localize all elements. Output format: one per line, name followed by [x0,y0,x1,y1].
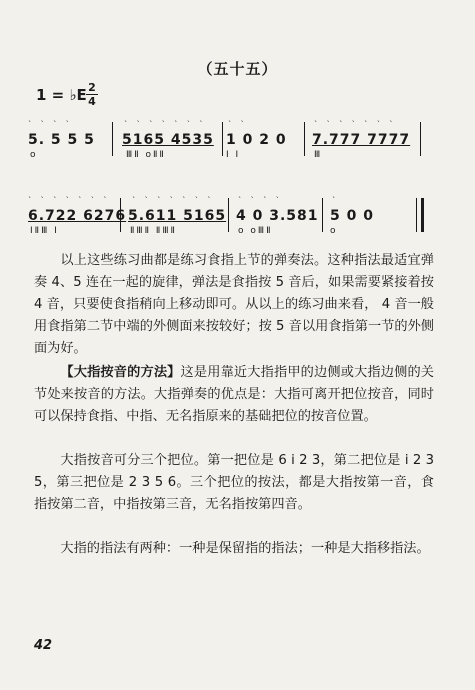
barline [420,122,421,156]
paragraph-3: 大指按音可分三个把位。第一把位是 6 i 2 3，第二把位是 i 2 3 5，第三把位是 2 3 5 6。三个把位的按法，都是大指按第一音，食指按第二音，中指按第三音，无名指按第四音。 [34,453,434,512]
below-mark: o [330,226,338,236]
finger-marks: ˋ ˋ ˋ ˋ ˋ ˋ ˋ [28,196,111,205]
meter-bottom: 4 [88,95,96,108]
finger-marks: ˋ [332,196,339,205]
barline [222,122,223,156]
finger-marks: ˋ ˋ ˋ ˋ [28,120,73,129]
below-mark: Ⅰ Ⅰ [226,150,241,160]
measure-2: 5165 4535 [122,132,214,148]
measure-3: 1 0 2 0 [226,132,287,148]
barline [322,198,323,232]
paragraph-1: 以上这些练习曲都是练习食指上节的弹奏法。这种指法最适宜弹奏 4、5 连在一起的旋律，弹法是食指按 5 音后，如果需要紧接着按 4 音，只要使食指稍向上移动即可。从以上的练习曲来看， 4 音一般用食指第二节中端的外侧面来按较好；按 5 音以用食指第一节的外侧面为好。 [34,253,434,356]
paragraph-2 [34,362,434,428]
measure-7: 4 0 3.581 [236,208,319,224]
score-line-1 [28,120,428,164]
barline [112,122,113,156]
barline [228,198,229,232]
below-mark: o oⅢⅡ [238,226,273,236]
below-mark: ⅡⅢⅡ ⅡⅢⅡ [130,226,177,236]
below-mark: ⅢⅡ oⅡⅡ [126,150,166,160]
below-mark: o [30,150,38,160]
page-number: 42 [34,638,53,653]
finger-marks: ˋ ˋ ˋ ˋ ˋ ˋ ˋ [314,120,397,129]
measure-5: 6.722 6276 [28,208,127,224]
measure-8: 5 0 0 [330,208,374,224]
meter-top: 2 [88,81,96,94]
piece-title: （五十五） [197,60,278,78]
barline [304,122,305,156]
barline [120,198,121,232]
score-line-2 [28,196,428,240]
measure-6: 5.611 5165 [128,208,227,224]
below-mark: Ⅲ [314,150,323,160]
paragraph-4: 大指的指法有两种：一种是保留指的指法；一种是大指移指法。 [60,541,430,556]
barline [416,198,417,232]
finger-marks: ˋ ˋ ˋ ˋ ˋ ˋ ˋ [124,120,207,129]
final-barline [421,198,424,232]
below-mark: ⅠⅡⅢ Ⅰ [30,226,59,236]
key-signature: 1 = ♭E [36,86,87,104]
paragraph-2-body: 这是用靠近大指指甲的边侧或大指边侧的关节处来按音的方法。大指弹奏的优点是：大指可离开把位按音，同时可以保持食指、中指、无名指原来的基础把位的按音位置。 [34,365,434,424]
section-heading: 【大指按音的方法】 [60,365,181,380]
finger-marks: ˋ ˋ ˋ ˋ ˋ ˋ ˋ [132,196,215,205]
measure-1: 5. 5 5 5 [28,132,95,148]
finger-marks: ˋ ˋ ˋ ˋ [238,196,283,205]
time-signature [86,82,98,107]
finger-marks: ˋ ˋ [228,120,248,129]
measure-4: 7.777 7777 [312,132,411,148]
